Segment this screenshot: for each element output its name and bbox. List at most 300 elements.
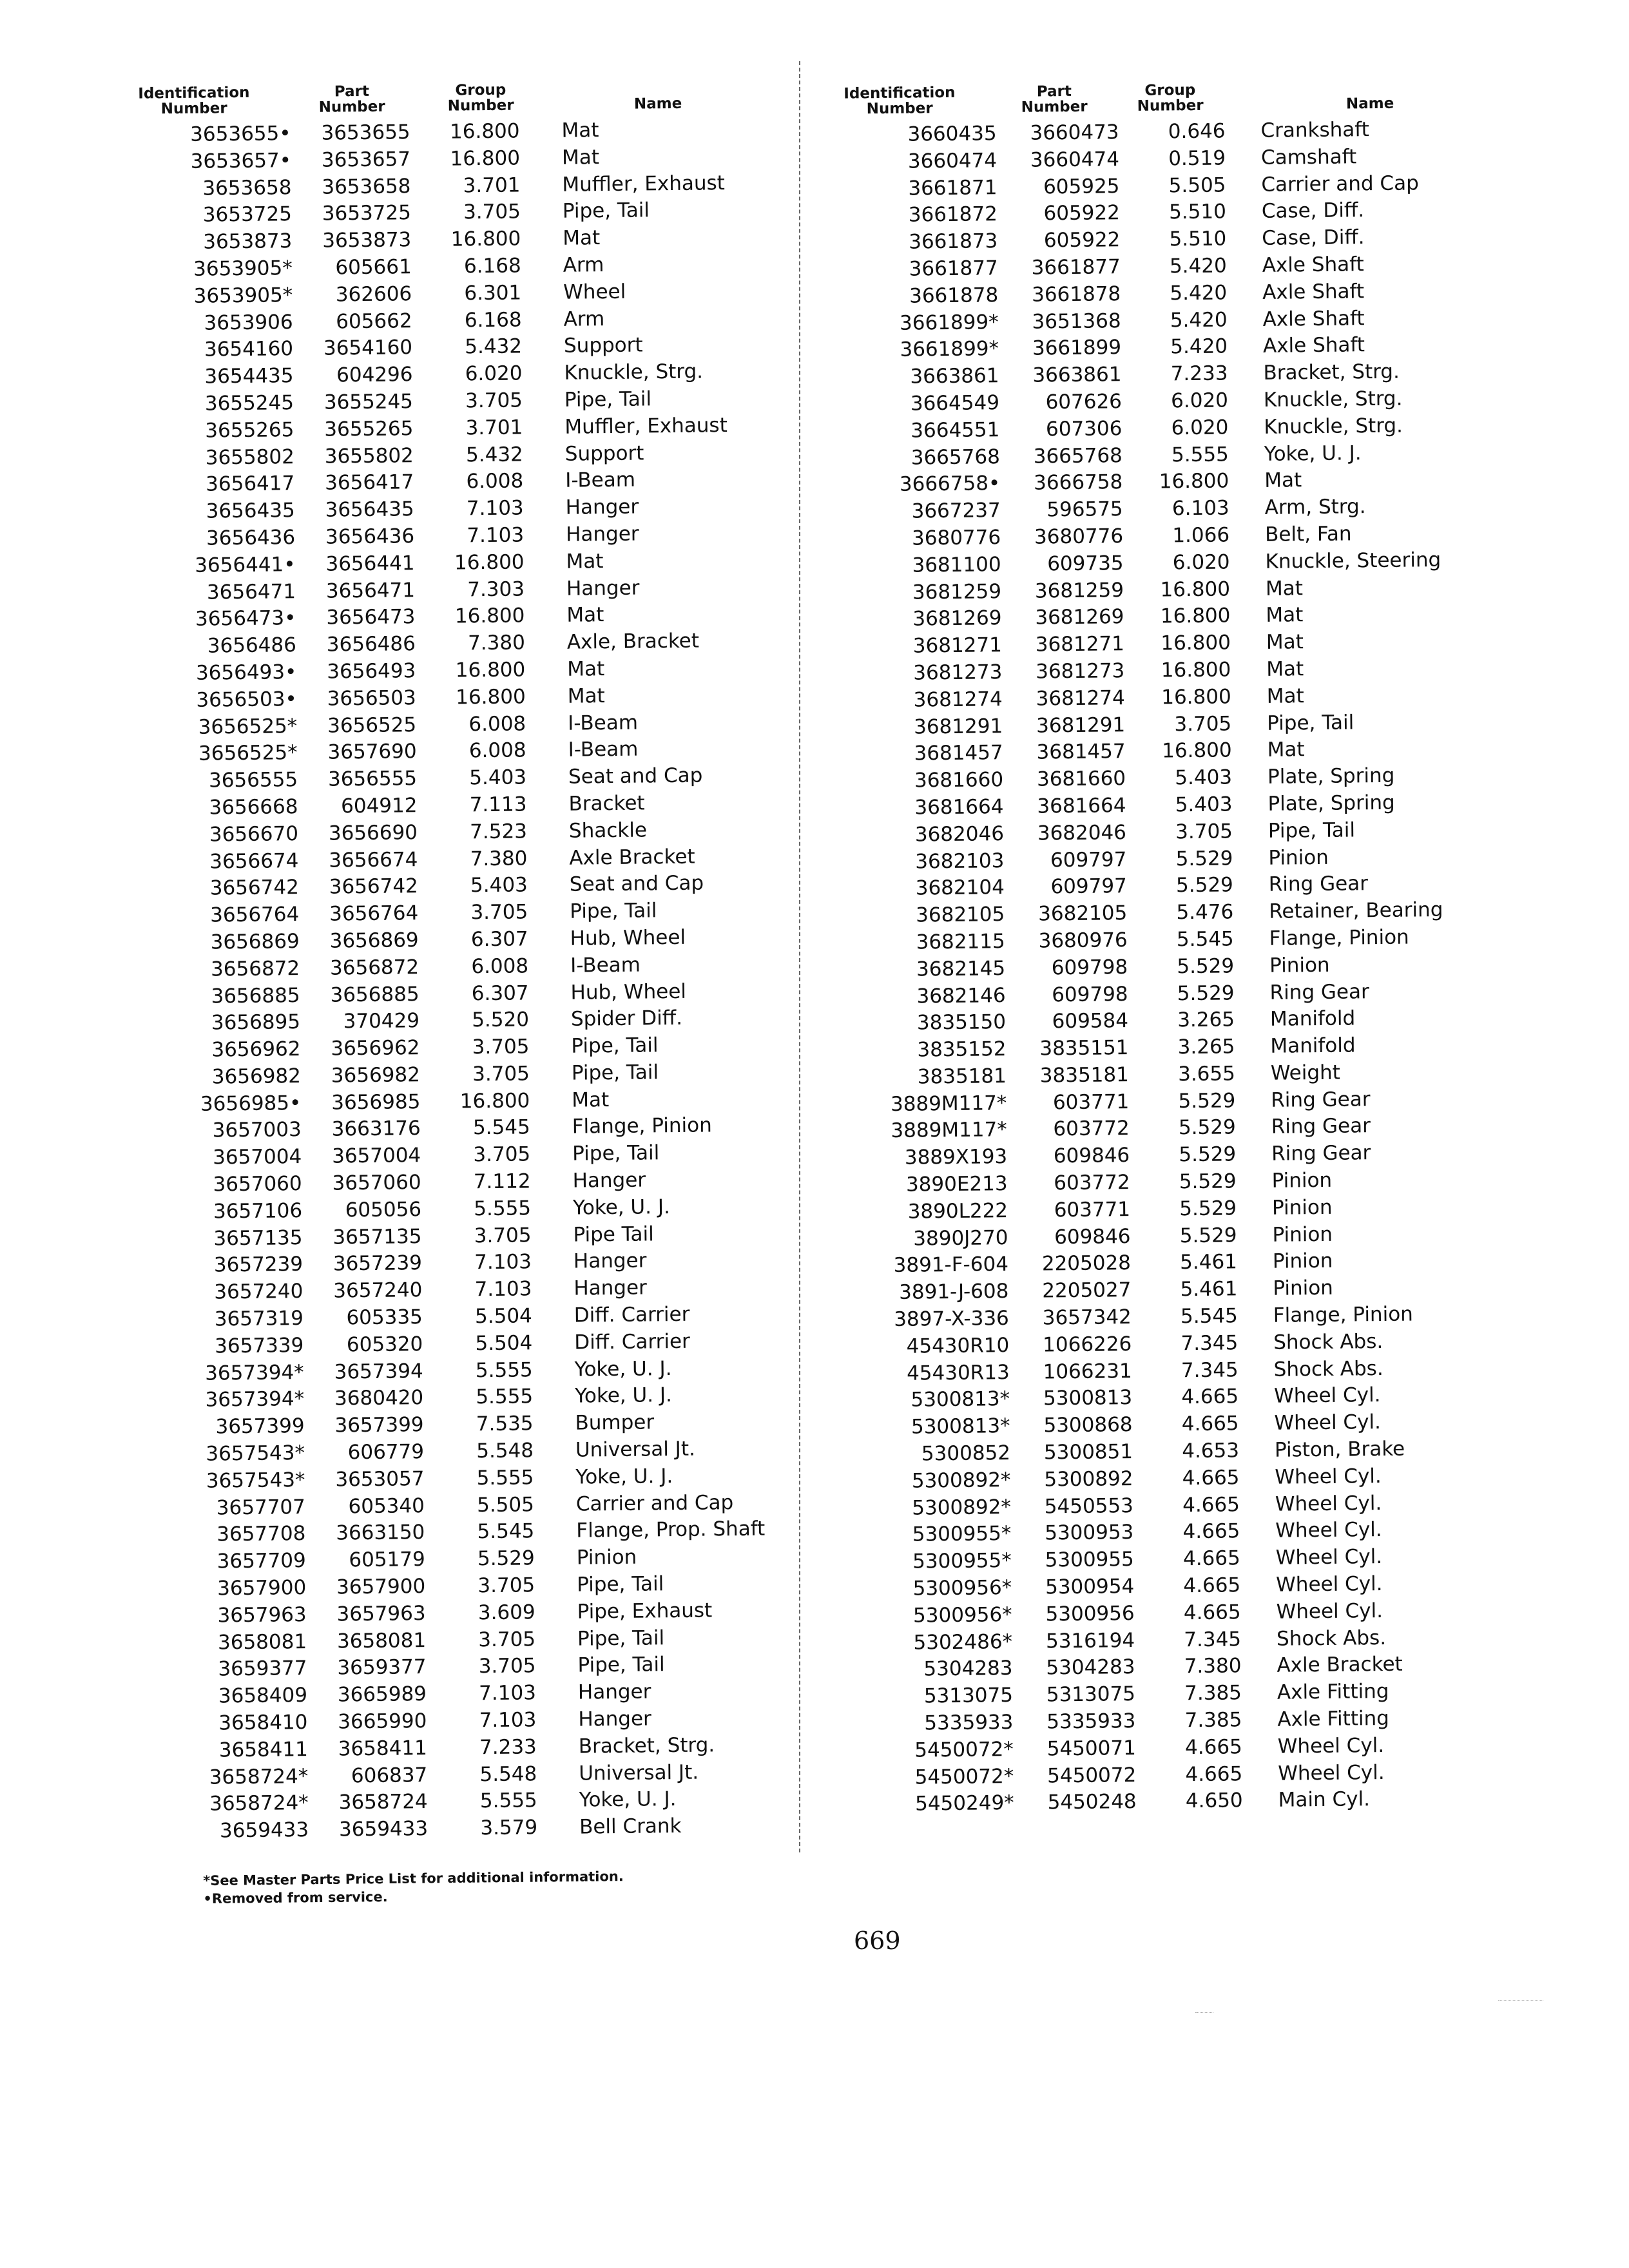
part-number: 3655245 bbox=[323, 390, 414, 414]
part-number: 3656525 bbox=[327, 713, 417, 738]
identification-number: 3680776 bbox=[911, 526, 1001, 550]
identification-number: 3661871 bbox=[908, 175, 998, 200]
part-number: 3656764 bbox=[329, 901, 419, 926]
part-name: Wheel Cyl. bbox=[1274, 1410, 1382, 1436]
part-number: 3657963 bbox=[336, 1601, 426, 1626]
part-number: 605179 bbox=[349, 1548, 425, 1572]
identification-number: 3658410 bbox=[218, 1711, 308, 1735]
part-number: 3656471 bbox=[325, 578, 416, 603]
identification-number: 3660435 bbox=[907, 122, 997, 146]
part-number: 3656982 bbox=[331, 1063, 421, 1088]
part-number: 3835151 bbox=[1039, 1036, 1129, 1061]
group-number: 7.523 bbox=[469, 820, 528, 844]
identification-number: 3890L222 bbox=[907, 1198, 1008, 1224]
group-number: 7.345 bbox=[1181, 1331, 1239, 1356]
identification-number: 3659377 bbox=[218, 1657, 307, 1681]
identification-number: 3657543* bbox=[206, 1468, 305, 1493]
part-number: 605056 bbox=[345, 1198, 422, 1222]
part-name: Axle Shaft bbox=[1262, 333, 1365, 358]
part-number: 596575 bbox=[1046, 497, 1123, 522]
group-number: 16.800 bbox=[450, 146, 521, 171]
part-name: Pipe, Tail bbox=[564, 387, 652, 412]
part-number: 3658724 bbox=[338, 1790, 428, 1814]
group-number: 6.103 bbox=[1171, 496, 1229, 521]
identification-number: 3656895 bbox=[211, 1010, 301, 1035]
identification-number: 3682103 bbox=[915, 849, 1005, 874]
group-number: 3.705 bbox=[472, 1062, 530, 1086]
part-name: I-Beam bbox=[568, 737, 639, 762]
identification-number: 3658081 bbox=[217, 1629, 307, 1655]
identification-number: 3657060 bbox=[213, 1172, 302, 1196]
group-number: 0.519 bbox=[1168, 146, 1226, 171]
identification-number: 3656486 bbox=[207, 633, 297, 658]
part-name: Pipe, Exhaust bbox=[577, 1599, 713, 1624]
part-name: Arm, Strg. bbox=[1264, 495, 1366, 519]
right-rows bbox=[822, 115, 1527, 1819]
part-number: 609846 bbox=[1053, 1144, 1130, 1168]
group-number: 3.705 bbox=[478, 1654, 536, 1678]
identification-number: 3661878 bbox=[909, 283, 999, 308]
part-name: Pinion bbox=[1273, 1276, 1334, 1301]
group-number: 5.432 bbox=[465, 442, 523, 466]
identification-number: 3653905* bbox=[193, 256, 293, 281]
part-name: Pipe Tail bbox=[573, 1222, 654, 1247]
identification-number: 45430R10 bbox=[906, 1333, 1010, 1358]
identification-number: 3663861 bbox=[910, 364, 999, 389]
identification-number: 3656985• bbox=[200, 1091, 302, 1116]
right-column-header bbox=[822, 32, 1509, 122]
part-name: Wheel Cyl. bbox=[1275, 1572, 1383, 1597]
scan-speck bbox=[1195, 2012, 1213, 2013]
group-number: 7.233 bbox=[1170, 361, 1228, 386]
part-number: 3661899 bbox=[1032, 336, 1122, 360]
part-number: 3656486 bbox=[326, 632, 416, 657]
footnotes bbox=[203, 1867, 624, 1908]
group-number: 5.403 bbox=[1175, 765, 1233, 790]
group-number: 7.345 bbox=[1181, 1358, 1239, 1382]
group-number: 4.653 bbox=[1182, 1439, 1240, 1463]
part-name: Ring Gear bbox=[1269, 979, 1369, 1004]
left-column-header bbox=[116, 31, 825, 122]
right-parts-column bbox=[822, 32, 1527, 1819]
part-name: Wheel Cyl. bbox=[1273, 1383, 1381, 1408]
part-name: Camshaft bbox=[1260, 145, 1357, 169]
identification-number: 3665768 bbox=[911, 445, 1000, 470]
part-name: Seat and Cap bbox=[568, 764, 703, 789]
part-name: Carrier and Cap bbox=[1261, 171, 1419, 197]
part-number: 3657135 bbox=[333, 1224, 422, 1249]
part-name: Ring Gear bbox=[1271, 1087, 1371, 1112]
part-number: 605335 bbox=[346, 1305, 423, 1330]
identification-number: 3654435 bbox=[204, 364, 294, 389]
part-number: 1066226 bbox=[1042, 1332, 1132, 1357]
group-number: 3.265 bbox=[1177, 1035, 1235, 1059]
identification-number: 5300956* bbox=[912, 1576, 1012, 1600]
group-number: 16.800 bbox=[1160, 604, 1231, 628]
identification-number: 3661873 bbox=[909, 229, 998, 254]
identification-number: 3889M117* bbox=[890, 1091, 1007, 1116]
part-name: Flange, Pinion bbox=[1269, 925, 1409, 950]
part-number: 3666758 bbox=[1033, 470, 1123, 495]
part-number: 3681664 bbox=[1037, 794, 1126, 818]
identification-number: 3681291 bbox=[913, 714, 1003, 739]
group-number: 3.705 bbox=[473, 1142, 531, 1167]
part-number: 3656436 bbox=[325, 524, 415, 549]
group-number: 6.008 bbox=[468, 738, 526, 763]
group-number: 6.307 bbox=[471, 981, 529, 1005]
group-number: 5.529 bbox=[1178, 1089, 1236, 1113]
group-number: 7.380 bbox=[1184, 1654, 1242, 1678]
identification-number: 3653725 bbox=[202, 202, 293, 227]
group-number: 7.103 bbox=[479, 1708, 537, 1733]
part-name: Mat bbox=[1266, 630, 1304, 654]
group-number: 5.529 bbox=[1175, 846, 1233, 870]
identification-number: 5300813* bbox=[911, 1414, 1010, 1439]
identification-number: 3656872 bbox=[210, 956, 300, 981]
group-number: 5.555 bbox=[474, 1196, 532, 1221]
group-number: 0.646 bbox=[1168, 119, 1226, 144]
part-number: 5300851 bbox=[1043, 1440, 1133, 1465]
part-number: 3656555 bbox=[327, 767, 418, 791]
group-number: 7.103 bbox=[478, 1681, 537, 1706]
group-number: 7.385 bbox=[1184, 1681, 1242, 1706]
part-name: Yoke, U. J. bbox=[572, 1195, 671, 1220]
part-number: 604912 bbox=[340, 794, 418, 818]
part-name: Hanger bbox=[565, 522, 639, 546]
group-number: 16.800 bbox=[1161, 738, 1232, 763]
part-number: 5300868 bbox=[1043, 1413, 1133, 1437]
part-name: Pipe, Tail bbox=[576, 1572, 664, 1597]
part-name: Diff. Carrier bbox=[574, 1302, 690, 1327]
part-name: Hanger bbox=[577, 1680, 651, 1704]
group-number: 4.665 bbox=[1182, 1519, 1240, 1544]
part-name: I-Beam bbox=[570, 953, 641, 977]
group-number: 3.705 bbox=[470, 900, 528, 925]
part-number: 607306 bbox=[1045, 416, 1123, 441]
identification-number: 45430R13 bbox=[906, 1360, 1010, 1385]
identification-number: 3657240 bbox=[214, 1280, 304, 1304]
identification-number: 3667237 bbox=[911, 499, 1001, 523]
identification-number: 3889X193 bbox=[904, 1145, 1008, 1170]
part-name: Flange, Pinion bbox=[572, 1113, 712, 1139]
identification-number: 3657319 bbox=[214, 1307, 304, 1331]
part-number: 604296 bbox=[336, 363, 413, 387]
group-number: 5.529 bbox=[1179, 1142, 1237, 1167]
part-number: 605662 bbox=[336, 309, 412, 334]
group-number: 7.103 bbox=[466, 496, 524, 521]
group-number: 16.800 bbox=[450, 227, 521, 251]
identification-number: 3657003 bbox=[212, 1118, 302, 1143]
identification-number: 3661899* bbox=[900, 337, 999, 362]
part-name: Wheel Cyl. bbox=[1275, 1545, 1383, 1570]
identification-number: 5302486* bbox=[913, 1629, 1013, 1655]
part-name: Mat bbox=[563, 226, 601, 250]
group-number: 5.555 bbox=[476, 1466, 534, 1490]
part-name: Pipe, Tail bbox=[570, 899, 657, 923]
part-number: 3663150 bbox=[336, 1521, 425, 1545]
part-number: 5313075 bbox=[1046, 1682, 1136, 1707]
part-name: Hub, Wheel bbox=[570, 925, 686, 950]
footnote-asterisk: *See Master Parts Price List for additional information. bbox=[203, 1869, 624, 1888]
group-number: 16.800 bbox=[1159, 469, 1229, 494]
identification-number: 3657106 bbox=[213, 1198, 303, 1224]
part-name: Support bbox=[564, 441, 644, 466]
part-name: Ring Gear bbox=[1268, 872, 1369, 897]
part-name: Pipe, Tail bbox=[577, 1653, 665, 1678]
part-number: 3665768 bbox=[1033, 443, 1123, 468]
part-name: Retainer, Bearing bbox=[1269, 898, 1443, 923]
part-number: 605661 bbox=[335, 255, 412, 280]
identification-number: 5450072* bbox=[914, 1764, 1014, 1789]
identification-number: 3664549 bbox=[910, 391, 1000, 416]
part-name: Wheel Cyl. bbox=[1275, 1491, 1382, 1516]
part-name: Hanger bbox=[574, 1276, 647, 1300]
part-name: Wheel Cyl. bbox=[1275, 1464, 1382, 1489]
part-number: 605925 bbox=[1043, 174, 1120, 199]
identification-number: 3835152 bbox=[917, 1037, 1007, 1062]
group-number: 5.510 bbox=[1168, 200, 1227, 224]
part-name: Bracket, Strg. bbox=[578, 1733, 715, 1758]
part-number: 605922 bbox=[1043, 201, 1121, 226]
group-number: 3.705 bbox=[463, 200, 521, 224]
part-number: 3656417 bbox=[324, 470, 414, 495]
part-number: 3657240 bbox=[333, 1278, 423, 1303]
identification-number: 3656471 bbox=[206, 579, 296, 604]
identification-number: 3682046 bbox=[914, 822, 1005, 847]
identification-number: 3657709 bbox=[217, 1549, 306, 1573]
part-name: Shock Abs. bbox=[1273, 1329, 1383, 1354]
identification-number: 3681100 bbox=[912, 552, 1001, 577]
group-number: 16.800 bbox=[449, 119, 520, 144]
part-number: 3657394 bbox=[334, 1359, 423, 1384]
identification-number: 5300892* bbox=[912, 1495, 1012, 1520]
group-number: 16.800 bbox=[456, 685, 526, 709]
group-number: 3.265 bbox=[1177, 1008, 1235, 1032]
part-name: Axle Bracket bbox=[569, 845, 695, 870]
part-name: Spider Diff. bbox=[570, 1006, 683, 1031]
part-number: 3653873 bbox=[322, 228, 412, 253]
part-number: 609798 bbox=[1051, 955, 1128, 980]
header-part-number: Part Number bbox=[318, 82, 385, 116]
group-number: 5.529 bbox=[1178, 1115, 1236, 1140]
part-number: 5335933 bbox=[1046, 1709, 1136, 1734]
part-number: 5450248 bbox=[1047, 1790, 1137, 1814]
group-number: 5.520 bbox=[472, 1008, 530, 1032]
part-name: Pinion bbox=[1272, 1222, 1333, 1247]
identification-number: 3656668 bbox=[209, 795, 298, 820]
identification-number: 3657900 bbox=[217, 1576, 307, 1600]
group-number: 5.529 bbox=[1179, 1224, 1237, 1247]
group-number: 7.103 bbox=[467, 523, 525, 548]
left-rows bbox=[117, 115, 843, 1845]
identification-number: 3681271 bbox=[912, 633, 1003, 658]
group-number: 4.665 bbox=[1182, 1466, 1240, 1490]
identification-number: 3682145 bbox=[916, 956, 1006, 981]
part-number: 3663861 bbox=[1032, 363, 1122, 387]
part-number: 3656674 bbox=[329, 847, 418, 872]
part-name: Pinion bbox=[1271, 1168, 1333, 1193]
part-name: I-Beam bbox=[567, 711, 639, 735]
identification-number: 3656962 bbox=[211, 1037, 301, 1062]
part-number: 606779 bbox=[347, 1440, 425, 1465]
group-number: 5.529 bbox=[1179, 1196, 1237, 1221]
part-number: 3656435 bbox=[325, 497, 414, 522]
part-number: 603772 bbox=[1053, 1117, 1130, 1141]
part-name: Wheel bbox=[563, 280, 626, 304]
identification-number: 3656417 bbox=[206, 472, 295, 496]
part-number: 609797 bbox=[1050, 847, 1127, 872]
group-number: 5.555 bbox=[479, 1789, 537, 1813]
part-number: 3653657 bbox=[321, 148, 411, 172]
identification-number: 3897-X-336 bbox=[894, 1307, 1010, 1331]
group-number: 7.345 bbox=[1184, 1627, 1242, 1651]
group-number: 5.545 bbox=[1176, 927, 1234, 952]
part-number: 5300955 bbox=[1045, 1548, 1134, 1572]
group-number: 6.307 bbox=[470, 927, 528, 952]
part-name: Axle Shaft bbox=[1262, 253, 1364, 277]
identification-number: 3664551 bbox=[911, 418, 1000, 443]
part-name: Universal Jt. bbox=[575, 1437, 696, 1462]
group-number: 5.555 bbox=[475, 1358, 533, 1382]
identification-number: 3656555 bbox=[208, 768, 298, 793]
group-number: 16.800 bbox=[1161, 631, 1231, 655]
group-number: 5.461 bbox=[1180, 1277, 1238, 1302]
part-name: Yoke, U. J. bbox=[579, 1787, 677, 1812]
identification-number: 3657963 bbox=[217, 1602, 307, 1628]
part-name: Pinion bbox=[576, 1545, 637, 1570]
identification-number: 3656525* bbox=[198, 714, 298, 739]
part-number: 370429 bbox=[343, 1009, 420, 1033]
identification-number: 3657707 bbox=[216, 1495, 306, 1520]
group-number: 5.548 bbox=[479, 1762, 537, 1786]
part-name: Mat bbox=[566, 549, 604, 573]
part-number: 3656441 bbox=[325, 551, 415, 576]
part-name: Hanger bbox=[566, 576, 640, 601]
identification-number: 3891-J-608 bbox=[898, 1280, 1009, 1305]
group-number: 4.665 bbox=[1185, 1762, 1243, 1786]
part-number: 3681660 bbox=[1036, 767, 1126, 791]
part-number: 3656872 bbox=[329, 955, 419, 980]
group-number: 5.420 bbox=[1169, 254, 1227, 278]
part-number: 3659433 bbox=[338, 1817, 429, 1841]
identification-number: 3661899* bbox=[899, 310, 999, 335]
group-number: 5.529 bbox=[1179, 1169, 1237, 1194]
header-identification-number: Identification Number bbox=[138, 84, 250, 118]
group-number: 16.800 bbox=[1160, 577, 1231, 602]
group-number: 5.403 bbox=[470, 873, 528, 898]
part-number: 3658411 bbox=[338, 1736, 427, 1761]
part-number: 3680776 bbox=[1034, 524, 1124, 549]
part-name: Pinion bbox=[1272, 1249, 1333, 1274]
part-name: Axle Fitting bbox=[1277, 1680, 1389, 1704]
identification-number: 3658724* bbox=[209, 1764, 309, 1789]
part-name: Hanger bbox=[565, 495, 639, 519]
identification-number: 3653906 bbox=[204, 310, 293, 335]
part-number: 609797 bbox=[1050, 874, 1127, 899]
part-name: Mat bbox=[1265, 576, 1304, 601]
part-number: 3656869 bbox=[329, 928, 419, 953]
part-number: 3657399 bbox=[334, 1413, 424, 1437]
part-name: Weight bbox=[1270, 1061, 1341, 1085]
part-number: 3663176 bbox=[331, 1117, 421, 1142]
part-number: 3682105 bbox=[1037, 901, 1128, 926]
group-number: 3.705 bbox=[1175, 820, 1233, 844]
part-name: Universal Jt. bbox=[579, 1760, 699, 1785]
identification-number: 3891-F-604 bbox=[893, 1253, 1009, 1278]
group-number: 5.548 bbox=[476, 1439, 534, 1463]
left-parts-column bbox=[116, 31, 843, 1845]
identification-number: 3682146 bbox=[916, 983, 1006, 1008]
identification-number: 3682105 bbox=[916, 903, 1005, 927]
part-number: 5450072 bbox=[1047, 1763, 1137, 1788]
part-number: 3656985 bbox=[331, 1090, 421, 1115]
part-number: 2205028 bbox=[1041, 1251, 1132, 1276]
header-identification-number: Identification Number bbox=[843, 84, 956, 118]
part-number: 605320 bbox=[346, 1332, 423, 1357]
identification-number: 3656670 bbox=[209, 822, 299, 847]
part-name: Mat bbox=[567, 684, 605, 708]
part-number: 5300954 bbox=[1045, 1575, 1135, 1599]
part-name: Shock Abs. bbox=[1276, 1626, 1387, 1651]
identification-number: 3656525* bbox=[198, 741, 298, 766]
identification-number: 3658724* bbox=[209, 1791, 309, 1816]
part-number: 3657060 bbox=[332, 1171, 421, 1195]
group-number: 4.665 bbox=[1181, 1412, 1239, 1436]
part-name: Wheel Cyl. bbox=[1277, 1733, 1385, 1758]
part-number: 3653725 bbox=[322, 201, 412, 226]
part-number: 3681273 bbox=[1036, 659, 1125, 684]
group-number: 1.066 bbox=[1172, 523, 1230, 548]
part-number: 1066231 bbox=[1043, 1359, 1132, 1384]
group-number: 5.403 bbox=[1175, 793, 1233, 817]
part-name: Case, Diff. bbox=[1261, 198, 1365, 224]
header-group-number: Group Number bbox=[447, 81, 514, 115]
part-name: Bracket bbox=[568, 791, 645, 816]
part-number: 3657004 bbox=[331, 1144, 421, 1168]
group-number: 6.168 bbox=[464, 308, 522, 332]
identification-number: 3656869 bbox=[210, 930, 300, 954]
identification-number: 3656441• bbox=[195, 552, 296, 577]
group-number: 5.461 bbox=[1179, 1250, 1238, 1274]
group-number: 7.380 bbox=[470, 846, 528, 870]
group-number: 5.545 bbox=[1180, 1304, 1238, 1329]
part-name: Axle Shaft bbox=[1262, 279, 1365, 304]
part-number: 3657342 bbox=[1042, 1305, 1132, 1330]
group-number: 6.168 bbox=[463, 254, 521, 278]
identification-number: 3681273 bbox=[913, 660, 1003, 685]
part-number: 5300813 bbox=[1043, 1386, 1133, 1410]
scan-speck bbox=[1498, 2000, 1543, 2001]
identification-number: 3653905* bbox=[193, 283, 293, 308]
group-number: 6.008 bbox=[466, 469, 524, 494]
part-number: 609735 bbox=[1047, 551, 1124, 576]
part-name: Axle Bracket bbox=[1277, 1653, 1403, 1678]
part-name: Muffler, Exhaust bbox=[562, 171, 726, 197]
part-name: Mat bbox=[572, 1088, 610, 1112]
identification-number: 3656435 bbox=[206, 499, 295, 523]
part-name: Pipe, Tail bbox=[562, 198, 650, 224]
part-number: 3656503 bbox=[327, 686, 416, 711]
part-name: Yoke, U. J. bbox=[575, 1464, 673, 1489]
part-number: 3657900 bbox=[336, 1575, 426, 1599]
group-number: 5.545 bbox=[472, 1115, 530, 1140]
identification-number: 3890J270 bbox=[913, 1225, 1008, 1251]
identification-number: 3656503• bbox=[196, 687, 297, 712]
part-name: Plate, Spring bbox=[1268, 791, 1395, 816]
part-number: 362606 bbox=[335, 282, 412, 307]
part-name: Yoke, U. J. bbox=[574, 1356, 672, 1381]
part-number: 609798 bbox=[1052, 982, 1128, 1006]
